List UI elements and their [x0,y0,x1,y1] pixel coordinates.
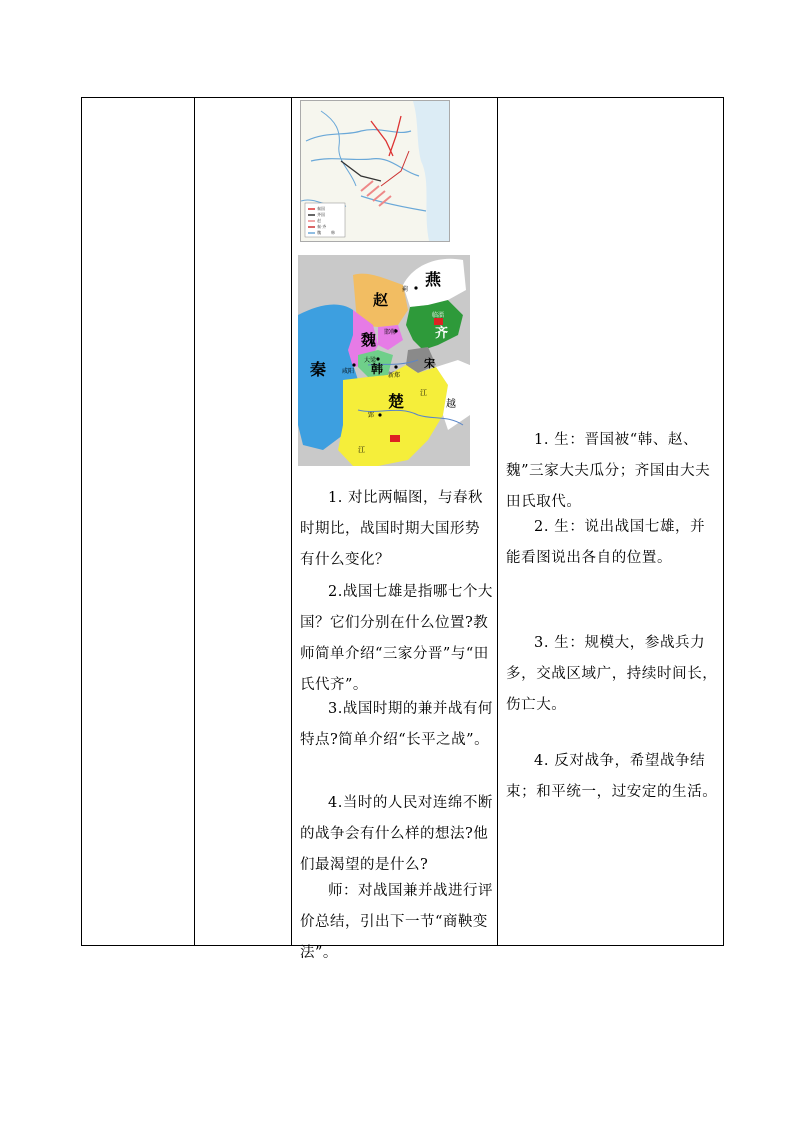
lesson-table [81,97,724,961]
legend-text: 韩 [331,230,335,235]
teacher-question-4: 4.当时的人民对连绵不断的战争会有什么样的想法?他们最渴望的是什么? [300,795,493,873]
legend-text: 齐国 [317,212,325,217]
student-answer-4: 4. 反对战争，希望战争结束；和平统一，过安定的生活。 [506,753,718,800]
teacher-activity-cell [292,98,497,961]
state-label-song: 宋 [424,357,435,370]
city-label-daliang: 大梁 [364,357,377,364]
student-answer-2: 2. 生：说出战国七雄，并能看图说出各自的位置。 [506,519,706,566]
legend-text: 赵 [317,218,321,223]
state-label-han: 韩 [371,362,384,376]
city-label-ying: 郢 [368,412,375,419]
state-label-wei: 魏 [361,331,377,349]
state-label-zhao: 赵 [373,291,389,309]
battle-route-map [300,100,450,242]
empty-cell-1 [82,98,194,945]
city-label-handan: 邯郸 [384,329,397,336]
student-answer-3: 3. 生：规模大，参战兵力多，交战区域广，持续时间长，伤亡大。 [506,635,718,713]
teacher-question-3: 3.战国时期的兼并战有何特点?简单介绍“长平之战”。 [300,701,493,748]
river-label: 江 [420,389,427,397]
warring-states-map [298,255,470,466]
state-label-qi: 齐 [435,326,449,341]
state-label-yan: 燕 [425,270,442,289]
student-answer-1: 1. 生：晋国被“韩、赵、魏”三家大夫瓜分；齐国由大夫田氏取代。 [506,432,711,510]
state-label-yue: 越 [446,399,456,410]
state-label-chu: 楚 [388,392,405,411]
legend-text: 秦·齐 [317,224,327,229]
city-label-xinzheng: 新郑 [388,372,401,379]
legend-text: 魏 [317,230,321,235]
legend-text: 秦国 [317,206,325,211]
city-label-ji: 蓟 [402,286,409,293]
city-label-linzi: 临淄 [432,312,445,319]
empty-cell-2 [195,98,291,945]
student-activity-cell [498,98,724,945]
city-label-xianyang: 咸阳 [342,368,355,375]
river-label: 江 [358,446,365,454]
state-label-qin: 秦 [310,360,327,379]
teacher-question-2: 2.战国七雄是指哪七个大国？它们分别在什么位置?教师简单介绍“三家分晋”与“田氏代齐”。 [300,584,493,693]
teacher-question-1: 1. 对比两幅图，与春秋时期比，战国时期大国形势有什么变化？ [300,490,483,568]
teacher-summary: 师：对战国兼并战进行评价总结，引出下一节“商鞅变法”。 [300,883,493,961]
